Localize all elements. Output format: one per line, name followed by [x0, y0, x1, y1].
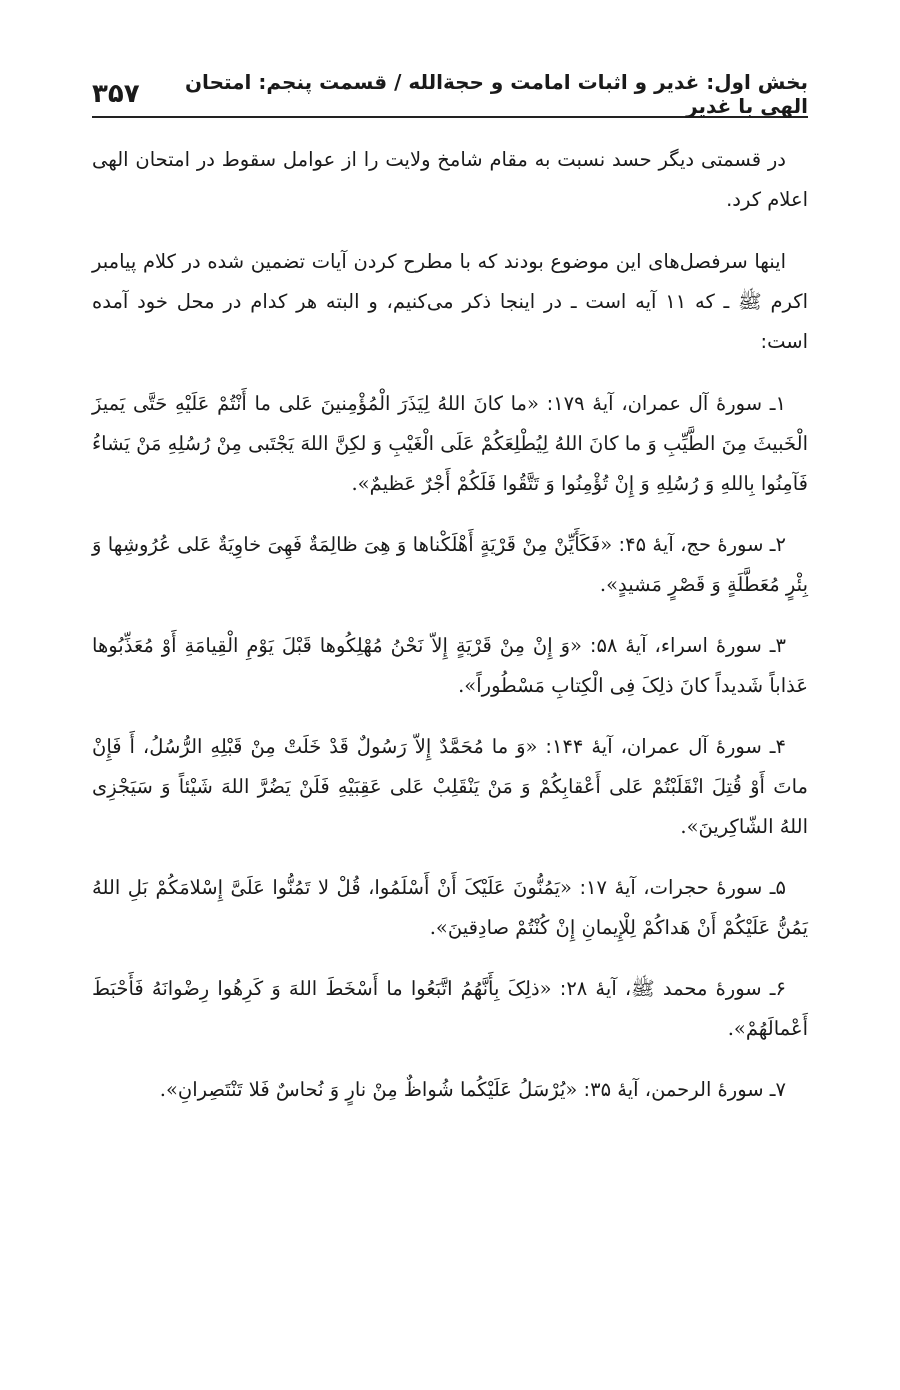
- verse-text: «فَکَأَیِّنْ مِنْ قَرْیَةٍ أَهْلَکْناها وَ هِیَ ظالِمَةٌ فَهِیَ خاوِیَةٌ عَلی عُرُوشِها وَ بِئْرٍ مُعَطَّلَةٍ وَ قَصْرٍ مَشیدٍ».: [92, 533, 808, 596]
- verse-reference: ۶ـ سورهٔ محمد ﷺ، آیهٔ ۲۸:: [551, 977, 786, 1000]
- verse-item: [92, 525, 808, 605]
- verse-reference: ۷ـ سورهٔ الرحمن، آیهٔ ۳۵:: [577, 1078, 786, 1101]
- intro-paragraph: اینها سرفصل‌های این موضوع بودند که با مطرح کردن آیات تضمین شده در کلام پیامبر اکرم ﷺ ـ که ۱۱ آیه است ـ در اینجا ذکر می‌کنیم، و البته هر کدام در محل خود آمده است:: [92, 250, 808, 353]
- verse-reference: ۳ـ سورهٔ اسراء، آیهٔ ۵۸:: [581, 634, 786, 657]
- verse-item: [92, 727, 808, 847]
- verse-text: «وَ إِنْ مِنْ قَرْیَةٍ إِلاّ نَحْنُ مُهْلِکُوها قَبْلَ یَوْمِ الْقِیامَةِ أَوْ مُعَذِّبُوها عَذاباً شَدیداً کانَ ذلِکَ فِی الْکِتابِ مَسْطُوراً».: [92, 634, 808, 697]
- running-header-title: بخش اول: غدیر و اثبات امامت و حجةالله / قسمت پنجم: امتحان الهی با غدیر: [184, 70, 808, 118]
- verse-item: [92, 969, 808, 1049]
- page-body: [92, 140, 808, 1131]
- verse-item: [92, 868, 808, 948]
- page-header: [92, 72, 808, 118]
- verse-text: «وَ ما مُحَمَّدٌ إِلاّ رَسُولٌ قَدْ خَلَتْ مِنْ قَبْلِهِ الرُّسُلُ، أَ فَإِنْ ماتَ أَوْ قُتِلَ انْقَلَبْتُمْ عَلی أَعْقابِکُمْ وَ مَنْ یَنْقَلِبْ عَلی عَقِبَیْهِ فَلَنْ یَضُرَّ اللهَ شَیْئاً وَ سَیَجْزِی اللهُ الشّاکِرینَ».: [92, 735, 808, 838]
- verse-text: «یَمُنُّونَ عَلَیْکَ أَنْ أَسْلَمُوا، قُلْ لا تَمُنُّوا عَلَیَّ إِسْلامَکُمْ بَلِ اللهُ یَمُنُّ عَلَیْکُمْ أَنْ هَداکُمْ لِلْإِیمانِ إِنْ کُنْتُمْ صادِقینَ».: [92, 876, 808, 939]
- verse-text: «ذلِکَ بِأَنَّهُمُ اتَّبَعُوا ما أَسْخَطَ اللهَ وَ کَرِهُوا رِضْوانَهُ فَأَحْبَطَ أَعْمالَهُمْ».: [92, 977, 808, 1040]
- verse-reference: ۴ـ سورهٔ آل عمران، آیهٔ ۱۴۴:: [537, 735, 786, 758]
- verse-text: «ما کانَ اللهُ لِیَذَرَ الْمُؤْمِنینَ عَلی ما أَنْتُمْ عَلَیْهِ حَتَّی یَمیزَ الْخَبیثَ مِنَ الطَّیِّبِ وَ ما کانَ اللهُ لِیُطْلِعَکُمْ عَلَی الْغَیْبِ وَ لکِنَّ اللهَ یَجْتَبی مِنْ رُسُلِهِ مَنْ یَشاءُ فَآمِنُوا بِاللهِ وَ رُسُلِهِ وَ إِنْ تُؤْمِنُوا وَ تَتَّقُوا فَلَکُمْ أَجْرٌ عَظیمٌ».: [92, 392, 808, 495]
- verse-reference: ۵ـ سورهٔ حجرات، آیهٔ ۱۷:: [571, 876, 786, 899]
- verse-reference: ۲ـ سورهٔ حج، آیهٔ ۴۵:: [612, 533, 786, 556]
- page-number: ۳۵۷: [92, 79, 140, 109]
- verse-item: [92, 626, 808, 706]
- verse-text: «یُرْسَلُ عَلَیْکُما شُواظٌ مِنْ نارٍ وَ نُحاسٌ فَلا تَنْتَصِرانِ».: [159, 1078, 578, 1101]
- verse-reference: ۱ـ سورهٔ آل عمران، آیهٔ ۱۷۹:: [538, 392, 786, 415]
- intro-paragraph: در قسمتی دیگر حسد نسبت به مقام شامخ ولایت را از عوامل سقوط در امتحان الهی اعلام کرد.: [92, 148, 808, 211]
- verse-item: [92, 1070, 808, 1110]
- verse-item: [92, 384, 808, 504]
